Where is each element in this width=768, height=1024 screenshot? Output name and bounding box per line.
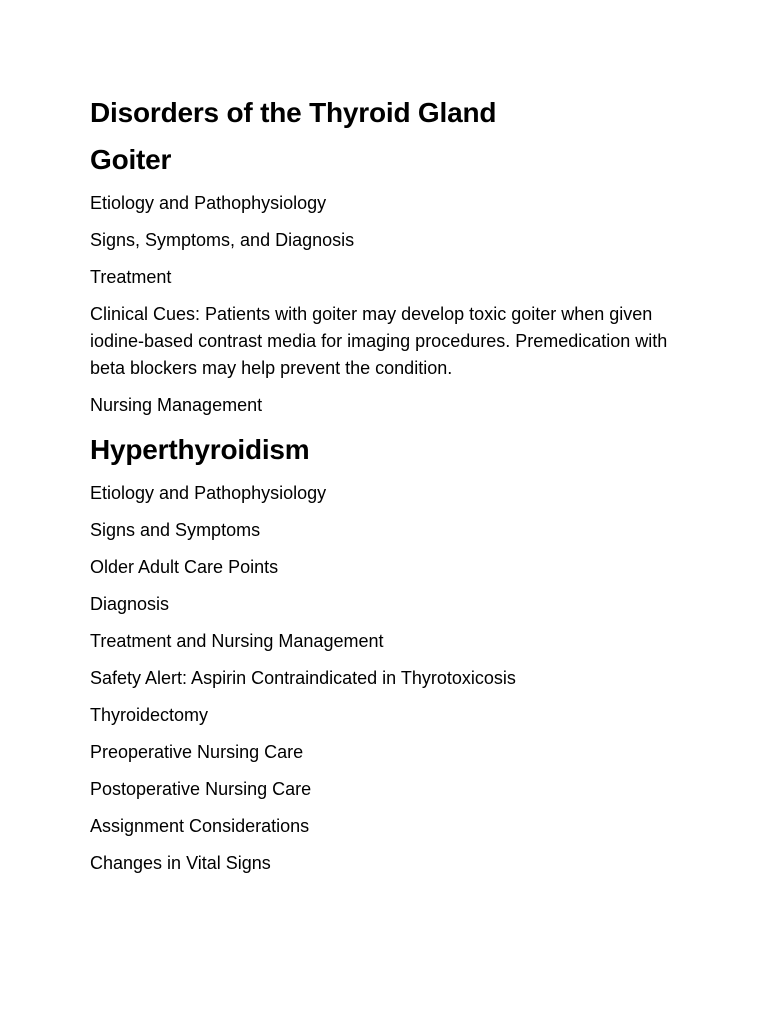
- section-heading-goiter: Goiter: [90, 144, 172, 175]
- paragraph: Thyroidectomy: [90, 705, 209, 725]
- document-page: [90, 96, 680, 887]
- paragraph: Diagnosis: [90, 594, 170, 614]
- clinical-cues-paragraph: Clinical Cues: Patients with goiter may develop toxic goiter when given iodine-based contrast media for imaging procedures. Premedication with beta blockers may help prevent the condition.: [90, 304, 668, 378]
- paragraph: Etiology and Pathophysiology: [90, 483, 327, 503]
- document-title: Disorders of the Thyroid Gland: [90, 97, 497, 128]
- paragraph: Assignment Considerations: [90, 816, 310, 836]
- paragraph: Signs, Symptoms, and Diagnosis: [90, 230, 355, 250]
- paragraph: Etiology and Pathophysiology: [90, 193, 327, 213]
- paragraph: Postoperative Nursing Care: [90, 779, 312, 799]
- safety-alert-paragraph: Safety Alert: Aspirin Contraindicated in Thyrotoxicosis: [90, 668, 516, 688]
- paragraph: Treatment and Nursing Management: [90, 631, 384, 651]
- paragraph: Nursing Management: [90, 395, 263, 415]
- paragraph: Treatment: [90, 267, 172, 287]
- section-heading-hyperthyroidism: Hyperthyroidism: [90, 434, 310, 465]
- paragraph: Signs and Symptoms: [90, 520, 261, 540]
- paragraph: Preoperative Nursing Care: [90, 742, 304, 762]
- paragraph: Older Adult Care Points: [90, 557, 279, 577]
- paragraph: Changes in Vital Signs: [90, 853, 271, 873]
